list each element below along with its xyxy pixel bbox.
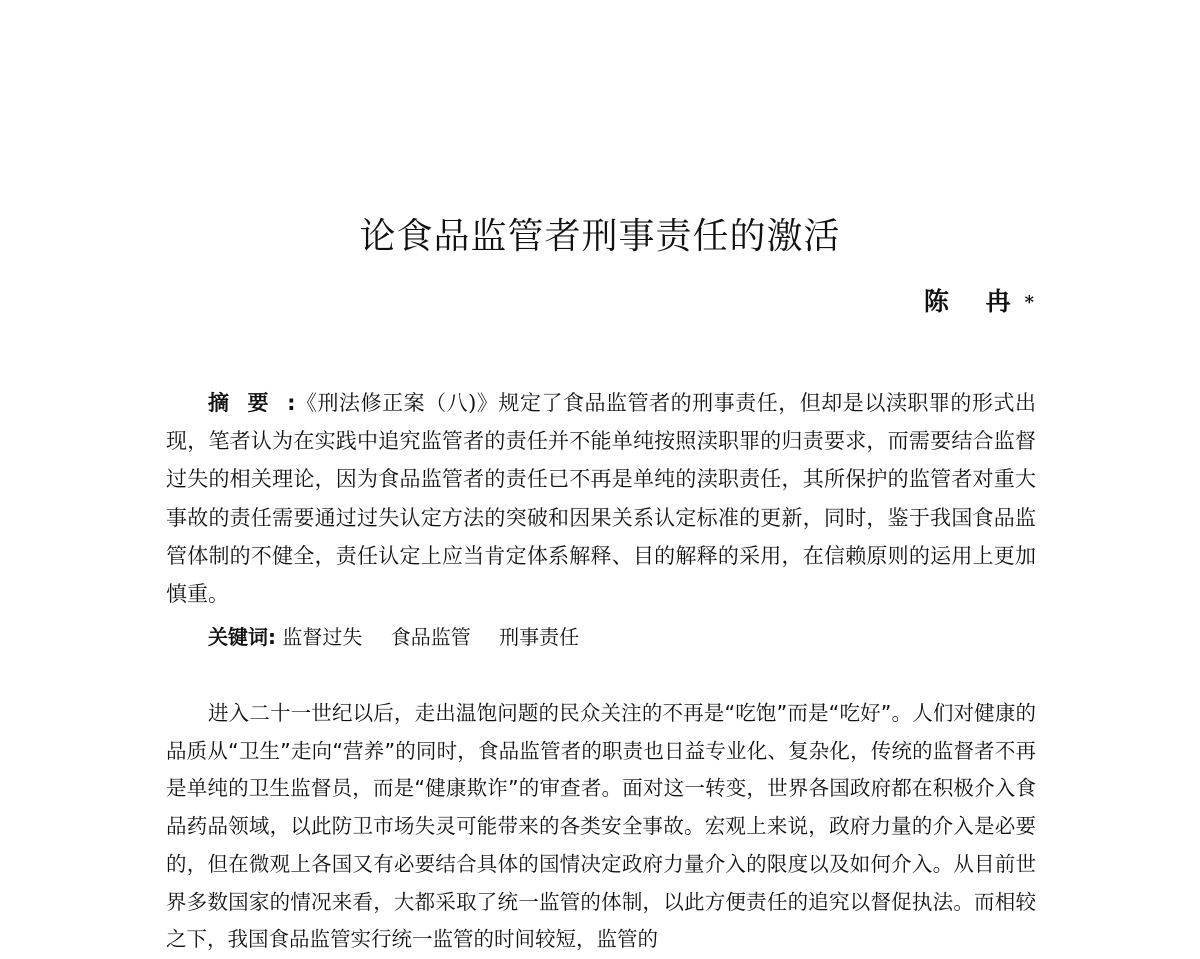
abstract-text: 《刑法修正案（八)》规定了食品监管者的刑事责任，但却是以渎职罪的形式出现，笔者认为在实践中追究监管者的责任并不能单纯按照渎职罪的归责要求，而需要结合监督过失的相关理论，因为食品监管者的责任已不再是单纯的渎职责任，其所保护的监管者对重大事故的责任需要通过过失认定方法的突破和因果关系认定标准的更新，同时，鉴于我国食品监管体制的不健全，责任认定上应当肯定体系解释、目的解释的采用，在信赖原则的运用上更加慎重。 <box>166 391 1037 607</box>
body-paragraph: 进入二十一世纪以后，走出温饱问题的民众关注的不再是“吃饱”而是“吃好”。人们对健康的品质从“卫生”走向“营养”的同时，食品监管者的职责也日益专业化、复杂化，传统的监督者不再是单纯的卫生监督员，而是“健康欺诈”的审查者。面对这一转变，世界各国政府都在积极介入食品药品领域，以此防卫市场失灵可能带来的各类安全事故。宏观上来说，政府力量的介入是必要的，但在微观上各国又有必要结合具体的国情决定政府力量介入的限度以及如何介入。从目前世界多数国家的情况来看，大都采取了统一监管的体制，以此方便责任的追究以督促执法。而相较之下，我国食品监管实行统一监管的时间较短，监管的 <box>166 701 1036 952</box>
keyword-item: 食品监管 <box>390 625 471 649</box>
keyword-item: 刑事责任 <box>499 625 580 649</box>
abstract-paragraph <box>166 384 1036 613</box>
keywords-line <box>208 618 601 656</box>
author-name: 陈 冉 <box>923 287 1025 316</box>
author-line <box>924 284 1034 321</box>
paper-title: 论食品监管者刑事责任的激活 <box>359 216 841 257</box>
keyword-item: 监督过失 <box>282 625 363 649</box>
abstract-label: 摘要 <box>208 391 288 415</box>
keywords-label: 关键词: <box>208 625 276 649</box>
author-footnote-mark: * <box>1024 292 1034 313</box>
abstract-label-colon: : <box>287 391 296 415</box>
